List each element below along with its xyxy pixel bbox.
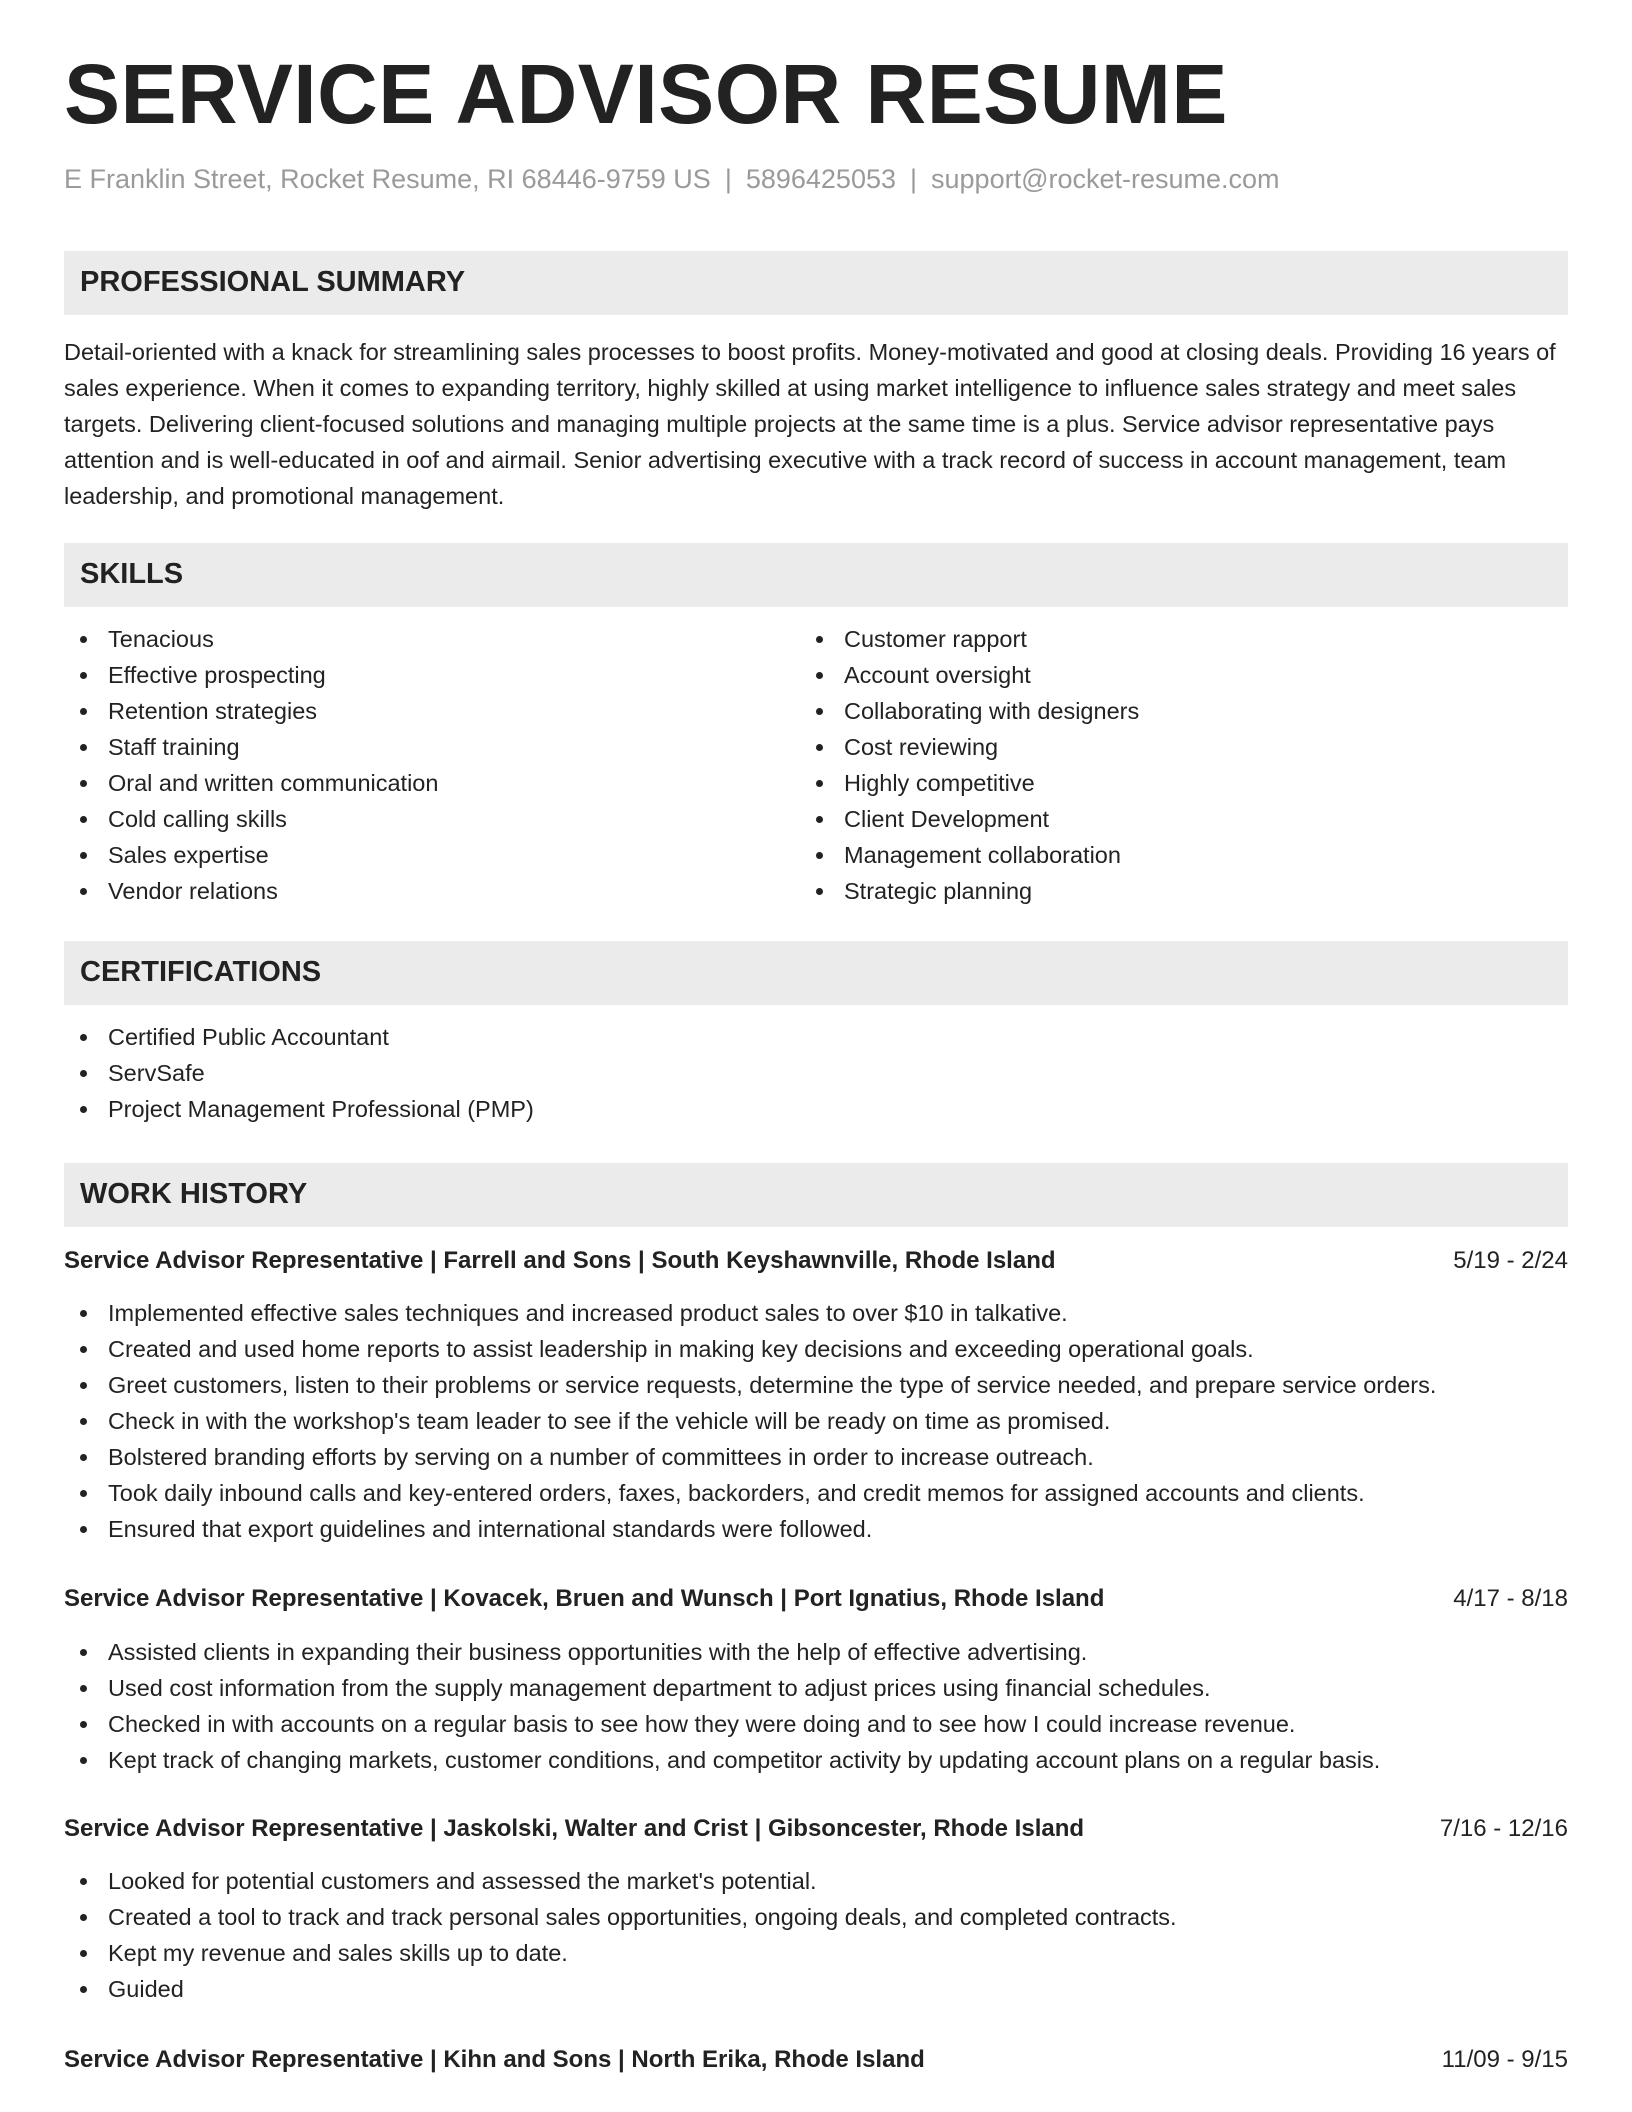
job-bullet: Implemented effective sales techniques and increased product sales to over $10 in talkative.	[64, 1295, 1436, 1331]
job-bullet: Guided	[64, 1971, 1177, 2007]
job-bullet: Created a tool to track and track personal sales opportunities, ongoing deals, and completed contracts.	[64, 1899, 1177, 1935]
job-bullets	[64, 1634, 1380, 1778]
job-bullets	[64, 1295, 1436, 1547]
job-bullet: Checked in with accounts on a regular basis to see how they were doing and to see how I could increase revenue.	[64, 1706, 1380, 1742]
skill-item: Staff training	[64, 729, 438, 765]
certifications-heading-bar	[64, 941, 1568, 1005]
skill-item: Highly competitive	[800, 765, 1139, 801]
contact-separator: |	[910, 164, 918, 194]
summary-heading: PROFESSIONAL SUMMARY	[80, 266, 466, 298]
work-heading: WORK HISTORY	[80, 1178, 308, 1210]
work-heading-bar	[64, 1163, 1568, 1227]
skill-item: Cost reviewing	[800, 729, 1139, 765]
job-bullet: Ensured that export guidelines and international standards were followed.	[64, 1511, 1436, 1547]
job-bullet: Looked for potential customers and assessed the market's potential.	[64, 1863, 1177, 1899]
certification-item: Project Management Professional (PMP)	[64, 1091, 534, 1127]
job-bullets	[64, 1863, 1177, 2007]
contact-email: support@rocket-resume.com	[931, 164, 1280, 194]
job-bullet: Greet customers, listen to their problems or service requests, determine the type of service needed, and prepare service orders.	[64, 1367, 1436, 1403]
skill-item: Account oversight	[800, 657, 1139, 693]
certifications-heading: CERTIFICATIONS	[80, 956, 322, 988]
skill-item: Effective prospecting	[64, 657, 438, 693]
contact-phone: 5896425053	[745, 164, 896, 194]
job-title: Service Advisor Representative | Kihn and Sons | North Erika, Rhode Island	[64, 2046, 925, 2073]
skills-list-right	[800, 621, 1139, 909]
job-bullet: Bolstered branding efforts by serving on a number of committees in order to increase outreach.	[64, 1439, 1436, 1475]
skill-item: Oral and written communication	[64, 765, 438, 801]
summary-text: Detail-oriented with a knack for streamlining sales processes to boost profits. Money-motivated and good at closing deals. Providing 16 years of sales experience. When it comes to expanding territory, highly skilled at using market intelligence to influence sales strategy and meet sales targets. Delivering client-focused solutions and managing multiple projects at the same time is a plus. Service advisor representative pays attention and is well-educated in oof and airmail. Senior advertising executive with a track record of success in account management, team leadership, and promotional management.	[64, 339, 1556, 509]
job-dates: 4/17 - 8/18	[1453, 1585, 1568, 1612]
skills-heading-bar	[64, 543, 1568, 607]
skill-item: Sales expertise	[64, 837, 438, 873]
job-bullet: Used cost information from the supply management department to adjust prices using financial schedules.	[64, 1670, 1380, 1706]
certification-item: Certified Public Accountant	[64, 1019, 534, 1055]
job-title: Service Advisor Representative | Farrell and Sons | South Keyshawnville, Rhode Island	[64, 1247, 1056, 1274]
job-bullet: Check in with the workshop's team leader to see if the vehicle will be ready on time as promised.	[64, 1403, 1436, 1439]
job-bullet: Created and used home reports to assist leadership in making key decisions and exceeding operational goals.	[64, 1331, 1436, 1367]
resume-title: SERVICE ADVISOR RESUME	[64, 47, 1228, 141]
job-header	[64, 1813, 1568, 1845]
skill-item: Tenacious	[64, 621, 438, 657]
contact-separator: |	[724, 164, 732, 194]
skill-item: Cold calling skills	[64, 801, 438, 837]
certification-item: ServSafe	[64, 1055, 534, 1091]
job-header	[64, 1245, 1568, 1277]
job-header	[64, 1583, 1568, 1615]
job-title: Service Advisor Representative | Jaskolski, Walter and Crist | Gibsoncester, Rhode Island	[64, 1815, 1085, 1842]
job-bullet: Kept track of changing markets, customer conditions, and competitor activity by updating account plans on a regular basis.	[64, 1742, 1380, 1778]
job-title: Service Advisor Representative | Kovacek, Bruen and Wunsch | Port Ignatius, Rhode Island	[64, 1585, 1105, 1612]
job-dates: 5/19 - 2/24	[1453, 1247, 1568, 1274]
skill-item: Vendor relations	[64, 873, 438, 909]
job-bullet: Assisted clients in expanding their business opportunities with the help of effective advertising.	[64, 1634, 1380, 1670]
job-bullet: Took daily inbound calls and key-entered orders, faxes, backorders, and credit memos for assigned accounts and clients.	[64, 1475, 1436, 1511]
job-bullet: Kept my revenue and sales skills up to date.	[64, 1935, 1177, 1971]
skill-item: Client Development	[800, 801, 1139, 837]
summary-heading-bar	[64, 251, 1568, 315]
job-dates: 11/09 - 9/15	[1441, 2046, 1568, 2073]
contact-line	[64, 166, 1280, 193]
skill-item: Collaborating with designers	[800, 693, 1139, 729]
skills-list-left	[64, 621, 438, 909]
job-header	[64, 2044, 1568, 2076]
skill-item: Management collaboration	[800, 837, 1139, 873]
certifications-list	[64, 1019, 534, 1127]
contact-address: E Franklin Street, Rocket Resume, RI 68446-9759 US	[64, 164, 711, 194]
job-dates: 7/16 - 12/16	[1439, 1815, 1568, 1842]
skills-heading: SKILLS	[80, 558, 184, 590]
skill-item: Retention strategies	[64, 693, 438, 729]
skill-item: Customer rapport	[800, 621, 1139, 657]
skill-item: Strategic planning	[800, 873, 1139, 909]
